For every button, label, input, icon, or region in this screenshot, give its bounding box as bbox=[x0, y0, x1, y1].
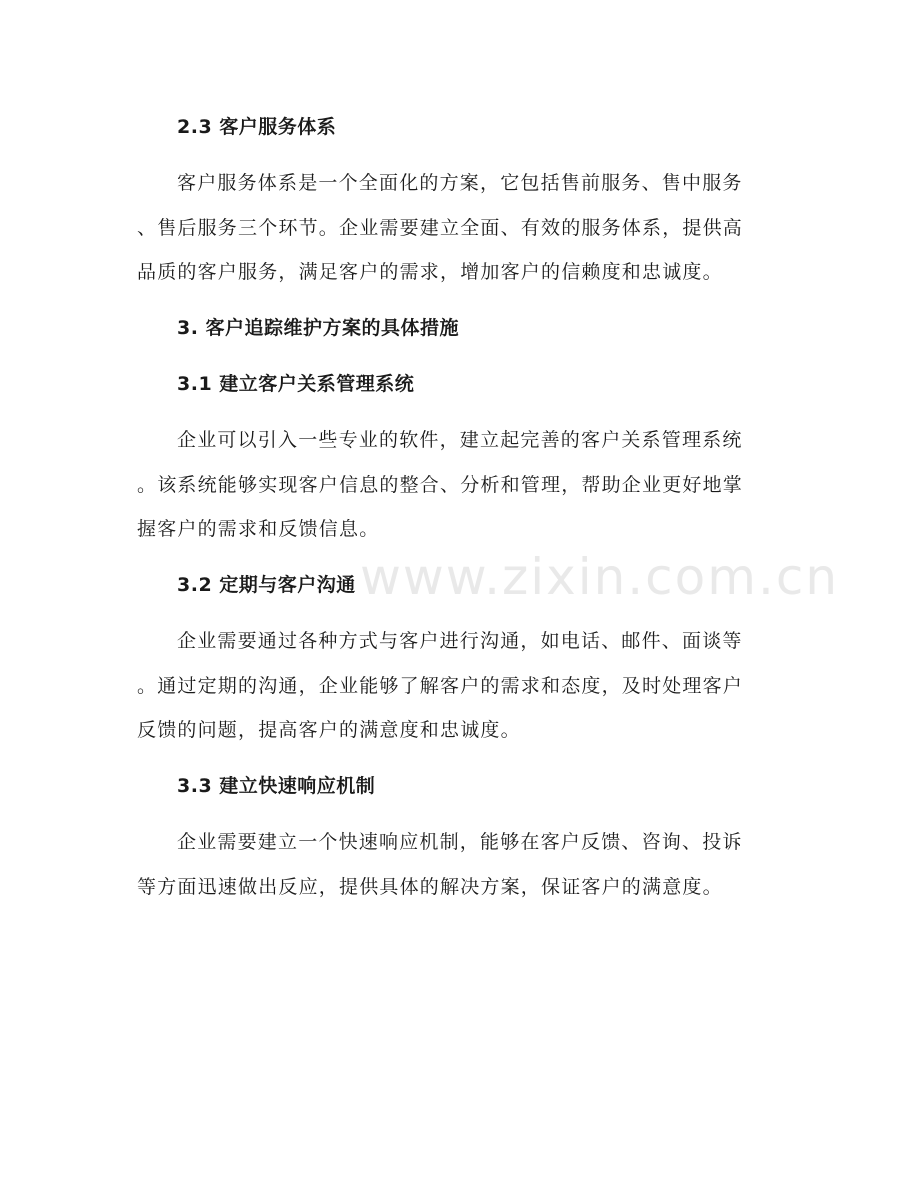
section-heading-2-3: 2.3 客户服务体系 bbox=[177, 116, 337, 138]
section-heading-3: 3. 客户追踪维护方案的具体措施 bbox=[177, 317, 460, 339]
section-heading-3-2: 3.2 定期与客户沟通 bbox=[177, 574, 356, 596]
paragraph-line: 。通过定期的沟通，企业能够了解客户的需求和态度，及时处理客户 bbox=[137, 675, 744, 697]
watermark: www.zixin.com.cn bbox=[360, 548, 840, 606]
paragraph-line: 握客户的需求和反馈信息。 bbox=[137, 518, 380, 540]
paragraph-line: 反馈的问题，提高客户的满意度和忠诚度。 bbox=[137, 719, 521, 741]
paragraph-line: 客户服务体系是一个全面化的方案，它包括售前服务、售中服务 bbox=[177, 172, 743, 194]
section-heading-3-1: 3.1 建立客户关系管理系统 bbox=[177, 373, 415, 395]
section-heading-3-3: 3.3 建立快速响应机制 bbox=[177, 775, 376, 797]
paragraph-line: 企业需要通过各种方式与客户进行沟通，如电话、邮件、面谈等 bbox=[177, 630, 743, 652]
paragraph-line: 企业需要建立一个快速响应机制，能够在客户反馈、咨询、投诉 bbox=[177, 831, 743, 853]
paragraph-line: 品质的客户服务，满足客户的需求，增加客户的信赖度和忠诚度。 bbox=[137, 261, 723, 283]
paragraph-line: 企业可以引入一些专业的软件，建立起完善的客户关系管理系统 bbox=[177, 429, 743, 451]
paragraph-line: 等方面迅速做出反应，提供具体的解决方案，保证客户的满意度。 bbox=[137, 876, 723, 898]
paragraph-line: 。该系统能够实现客户信息的整合、分析和管理，帮助企业更好地掌 bbox=[137, 474, 744, 496]
paragraph-line: 、售后服务三个环节。企业需要建立全面、有效的服务体系，提供高 bbox=[137, 217, 744, 239]
